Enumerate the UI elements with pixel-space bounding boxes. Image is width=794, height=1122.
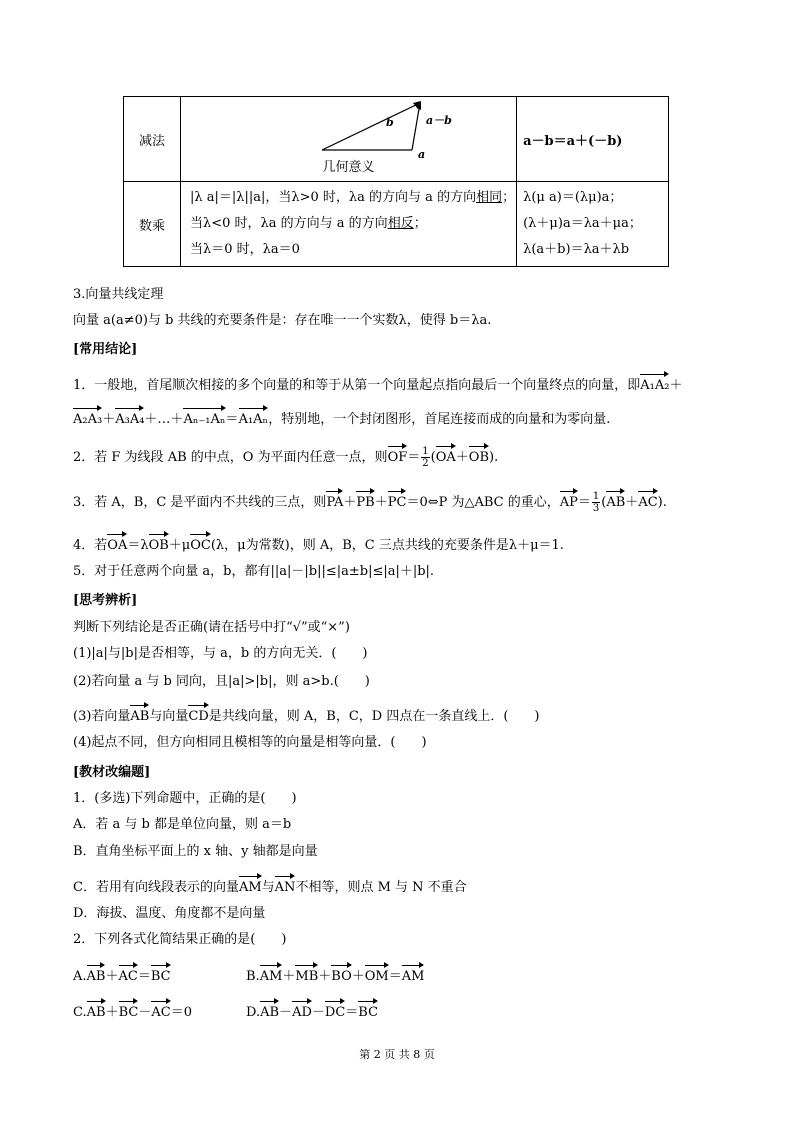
problem-1-option-b: B．直角坐标平面上的 x 轴、y 轴都是向量 (73, 844, 318, 859)
textbook-heading: [教材改编题] (73, 765, 151, 780)
section-3-title: 3.向量共线定理 (73, 287, 164, 302)
label-a-minus-b: a－b (426, 114, 452, 127)
problem-1-option-d: D．海拔、温度、角度都不是向量 (73, 906, 266, 921)
vector-A1A2: A₁A₂ (640, 376, 669, 396)
vector-b-line (322, 103, 420, 150)
vector-A1An: A₁Aₙ (239, 410, 269, 430)
scalar-rule-2: (λ＋μ)a＝λa＋μa； (523, 216, 642, 231)
conclusion-4: 4．若OA＝λOB＋μOC(λ，μ为常数)，则 A，B，C 三点共线的充要条件是λ＋μ＝1. (73, 536, 564, 556)
problem-2-option-a: A.AB＋AC＝BC (73, 967, 171, 987)
problem-2-option-b: B.AM＋MB＋BO＋OM＝AM (246, 967, 424, 987)
problem-2-option-c: C.AB＋BC－AC＝0 (73, 1003, 192, 1023)
scalar-rule-1: λ(μ a)＝(λμ)a； (523, 190, 623, 205)
problem-2-option-d: D.AB－AD－DC＝BC (246, 1003, 378, 1023)
scalar-multiplication-row (124, 182, 669, 267)
vector-A2A3: A₂A₃ (73, 410, 102, 430)
conclusion-2: 2．若 F 为线段 AB 的中点，O 为平面内任意一点，则OF＝ $\frac{1}{2}$ (OA＋OB). (73, 446, 499, 469)
think-question-1: (1)|a|与|b|是否相等，与 a，b 的方向无关．( ) (73, 646, 368, 661)
think-question-3: (3)若向量AB与向量CD是共线向量，则 A，B，C，D 四点在一条直线上．( ) (73, 707, 540, 727)
think-intro: 判断下列结论是否正确(请在括号中打“√”或“×”) (73, 620, 350, 635)
problem-1-option-c: C．若用有向线段表示的向量AM与AN不相等，则点 M 与 N 不重合 (73, 878, 467, 898)
subtraction-triangle-diagram (294, 100, 452, 161)
problem-1-option-a: A．若 a 与 b 都是单位向量，则 a＝b (73, 817, 292, 832)
page-footer: 第 2 页 共 8 页 (359, 1048, 435, 1061)
label-a: a (418, 148, 426, 161)
vector-operations-table (123, 96, 669, 267)
collinear-theorem-text: 向量 a(a≠0)与 b 共线的充要条件是：存在唯一一个实数λ，使得 b＝λa. (73, 313, 492, 328)
conclusion-3: 3．若 A，B，C 是平面内不共线的三点，则PA＋PB＋PC＝0⇔P 为△ABC 的重心，AP＝ $\frac{1}{3}$ (AB＋AC). (73, 491, 667, 514)
scalar-line-1: |λ a|＝|λ||a|，当λ>0 时，λa 的方向与 a 的方向相同； (190, 190, 516, 205)
conclusion-5: 5．对于任意两个向量 a，b，都有||a|－|b||≤|a±b|≤|a|＋|b|. (73, 564, 435, 579)
think-heading: [思考辨析] (73, 593, 138, 608)
geometry-caption: 几何意义 (322, 160, 375, 175)
scalar-line-2: 当λ<0 时，λa 的方向与 a 的方向相反； (190, 216, 427, 231)
op-name-subtraction: 减法 (124, 97, 181, 182)
op-name-scalar: 数乘 (124, 182, 181, 267)
conclusion-1-line-1: 1．一般地，首尾顺次相接的多个向量的和等于从第一个向量起点指向最后一个向量终点的向量，即A₁A₂＋ (73, 376, 683, 396)
scalar-meaning-cell (181, 182, 517, 267)
think-question-4: (4)起点不同，但方向相同且模相等的向量是相等向量．( ) (73, 735, 427, 750)
label-b: b (386, 116, 394, 129)
common-conclusions-heading: [常用结论] (73, 342, 138, 357)
vector-A3A4: A₃A₄ (115, 410, 144, 430)
scalar-rules-cell (517, 182, 669, 267)
scalar-line-3: 当λ＝0 时，λa＝0 (190, 242, 300, 257)
subtraction-rule: a－b＝a＋(－b) (517, 97, 669, 182)
subtraction-geometry-cell (181, 97, 517, 182)
problem-2: 2．下列各式化简结果正确的是( ) (73, 932, 287, 947)
conclusion-1-line-2: A₂A₃＋A₃A₄＋…＋Aₙ₋₁Aₙ＝A₁Aₙ，特别地，一个封闭图形，首尾连接而成的向量和为零向量. (73, 410, 610, 430)
fraction-one-third: $\frac{1}{3}$ (592, 491, 600, 514)
subtraction-row (124, 97, 669, 182)
vector-An-1An: Aₙ₋₁Aₙ (183, 410, 225, 430)
scalar-rule-3: λ(a＋b)＝λa＋λb (523, 242, 630, 257)
vector-a-minus-b-line (412, 103, 420, 150)
problem-1: 1．(多选)下列命题中，正确的是( ) (73, 791, 297, 806)
think-question-2: (2)若向量 a 与 b 同向，且|a|>|b|，则 a>b.( ) (73, 674, 370, 689)
fraction-one-half: $\frac{1}{2}$ (422, 446, 429, 469)
